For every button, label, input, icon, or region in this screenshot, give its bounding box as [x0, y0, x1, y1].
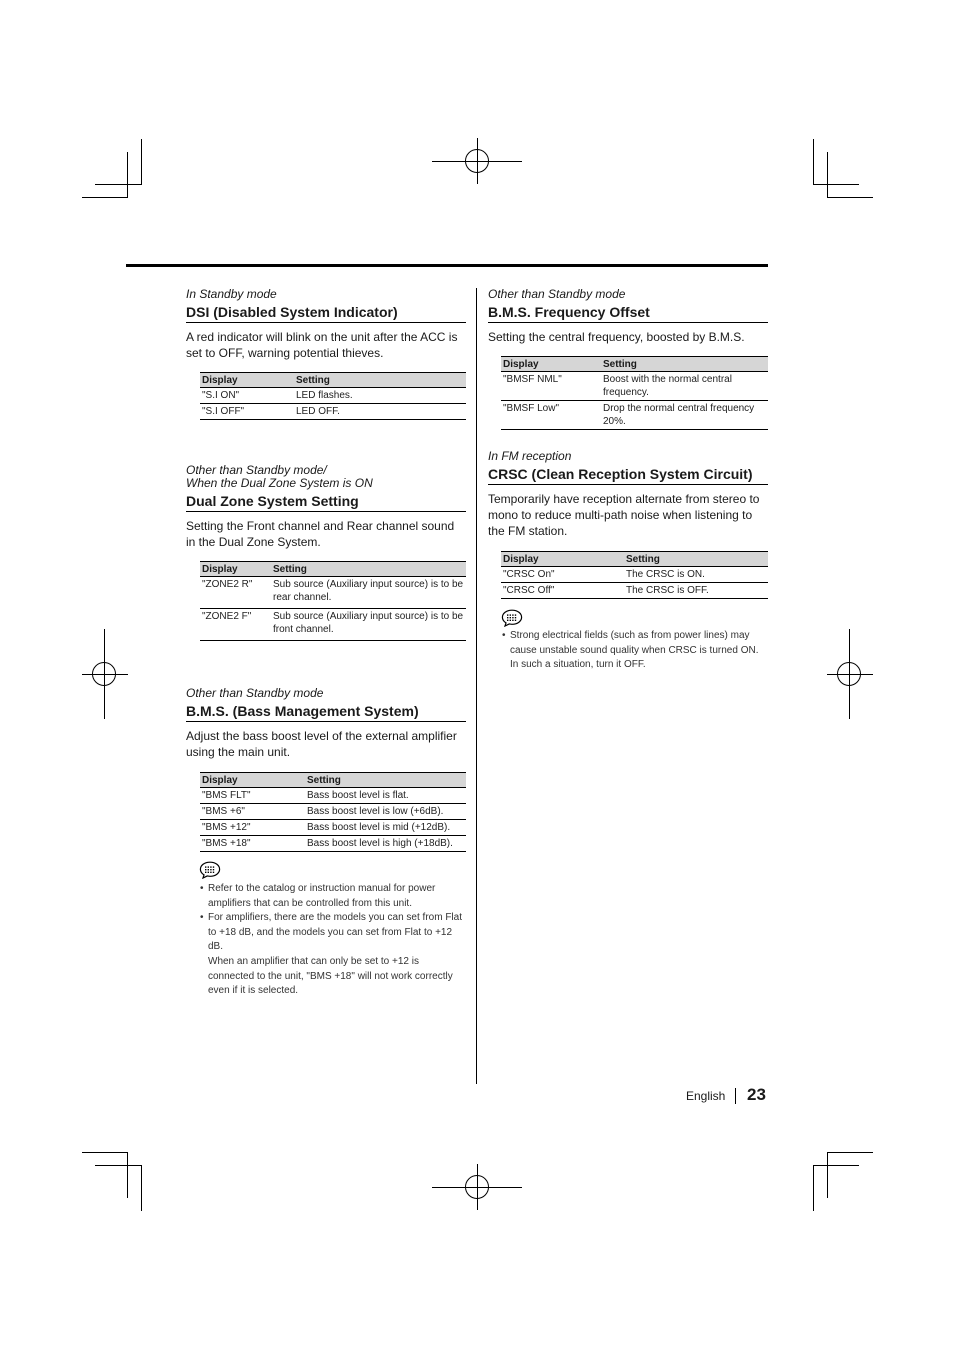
- cell-setting: Bass boost level is low (+6dB).: [305, 804, 466, 820]
- table-row: [200, 820, 466, 836]
- page-number: 23: [747, 1085, 766, 1104]
- crsc-description: Temporarily have reception alternate from stereo to mono to reduce multi-path noise when listening to the FM station.: [488, 492, 760, 538]
- cell-display: "BMS +18": [200, 836, 305, 852]
- column-header-setting: Setting: [294, 373, 466, 388]
- table-row: [501, 567, 768, 583]
- crsc-title: CRSC (Clean Reception System Circuit): [488, 465, 768, 485]
- column-header-display: Display: [200, 373, 294, 388]
- column-header-display: Display: [501, 552, 624, 567]
- cell-display: "BMS +6": [200, 804, 305, 820]
- cell-setting: Boost with the normal central frequency.: [601, 372, 768, 401]
- bmsf-description: Setting the central frequency, boosted by B.M.S.: [488, 330, 745, 344]
- cell-display: "BMS +12": [200, 820, 305, 836]
- column-header-setting: Setting: [624, 552, 768, 567]
- note-item: • Strong electrical fields (such as from power lines) may cause unstable sound quality when CRSC is turned ON. In such a situation, turn it OFF.: [488, 629, 768, 673]
- table-row: [501, 372, 768, 401]
- bms-section: [186, 687, 466, 760]
- table-header-row: [200, 773, 466, 788]
- bms-title: B.M.S. (Bass Management System): [186, 702, 466, 722]
- dual-zone-description: Setting the Front channel and Rear channel sound in the Dual Zone System.: [186, 519, 455, 549]
- table-row: [501, 583, 768, 599]
- column-header-setting: Setting: [305, 773, 466, 788]
- cell-setting: Bass boost level is high (+18dB).: [305, 836, 466, 852]
- header-rule: [126, 264, 768, 267]
- bms-description: Adjust the bass boost level of the external amplifier using the main unit.: [186, 729, 457, 759]
- table-row: [200, 836, 466, 852]
- dsi-mode: In Standby mode: [186, 287, 277, 301]
- note-item: • For amplifiers, there are the models you can set from Flat to +18 dB, and the models you can set from Flat to +12 dB.: [186, 911, 466, 955]
- crsc-section: [488, 450, 768, 539]
- footer-language: English: [686, 1089, 726, 1103]
- cell-setting: Sub source (Auxiliary input source) is to be rear channel.: [271, 577, 466, 609]
- note-item: • Refer to the catalog or instruction manual for power amplifiers that can be controlled from this unit.: [186, 882, 466, 911]
- dsi-section: [186, 288, 466, 361]
- cell-display: "CRSC Off": [501, 583, 624, 599]
- table-row: [200, 404, 466, 420]
- column-header-setting: Setting: [271, 562, 466, 577]
- table-row: [200, 388, 466, 404]
- dsi-description: A red indicator will blink on the unit after the ACC is set to OFF, warning potential thieves.: [186, 330, 458, 360]
- dual-zone-table: [200, 561, 466, 641]
- cell-display: "BMSF Low": [501, 401, 601, 430]
- bms-mode: Other than Standby mode: [186, 686, 324, 700]
- table-header-row: [200, 562, 466, 577]
- cell-setting: Bass boost level is flat.: [305, 788, 466, 804]
- cell-setting: Drop the normal central frequency 20%.: [601, 401, 768, 430]
- column-header-display: Display: [200, 562, 271, 577]
- bms-table: [200, 772, 466, 852]
- table-row: [200, 577, 466, 609]
- cell-setting: The CRSC is OFF.: [624, 583, 768, 599]
- bmsf-table: [501, 356, 768, 430]
- cell-display: "ZONE2 R": [200, 577, 271, 609]
- crsc-notes: [488, 629, 768, 673]
- cell-setting: LED OFF.: [294, 404, 466, 420]
- note-icon: [199, 861, 221, 879]
- bmsf-title: B.M.S. Frequency Offset: [488, 303, 768, 323]
- cell-display: "S.I ON": [200, 388, 294, 404]
- cell-display: "BMS FLT": [200, 788, 305, 804]
- cell-setting: Bass boost level is mid (+12dB).: [305, 820, 466, 836]
- table-header-row: [501, 552, 768, 567]
- column-header-display: Display: [200, 773, 305, 788]
- column-header-setting: Setting: [601, 357, 768, 372]
- table-header-row: [501, 357, 768, 372]
- table-header-row: [200, 373, 466, 388]
- bmsf-mode: Other than Standby mode: [488, 287, 626, 301]
- bmsf-section: [488, 288, 768, 345]
- cell-display: "ZONE2 F": [200, 609, 271, 641]
- crsc-mode: In FM reception: [488, 449, 572, 463]
- dual-zone-mode-line1: Other than Standby mode/: [186, 463, 327, 477]
- cell-setting: Sub source (Auxiliary input source) is to be front channel.: [271, 609, 466, 641]
- dual-zone-mode-line2: When the Dual Zone System is ON: [186, 476, 373, 490]
- bms-notes: [186, 882, 466, 999]
- table-row: [200, 609, 466, 641]
- dsi-title: DSI (Disabled System Indicator): [186, 303, 466, 323]
- cell-display: "BMSF NML": [501, 372, 601, 401]
- cell-setting: The CRSC is ON.: [624, 567, 768, 583]
- dual-zone-title: Dual Zone System Setting: [186, 492, 466, 512]
- crsc-table: [501, 551, 768, 599]
- dsi-table: [200, 372, 466, 420]
- cell-display: "CRSC On": [501, 567, 624, 583]
- table-row: [200, 804, 466, 820]
- table-row: [501, 401, 768, 430]
- note-continuation: When an amplifier that can only be set to +12 is connected to the unit, "BMS +18" will not work correctly even if it is selected.: [208, 955, 453, 997]
- cell-display: "S.I OFF": [200, 404, 294, 420]
- column-header-display: Display: [501, 357, 601, 372]
- note-icon: [501, 609, 523, 627]
- dual-zone-section: [186, 464, 466, 550]
- table-row: [200, 788, 466, 804]
- footer-separator: [735, 1088, 736, 1104]
- cell-setting: LED flashes.: [294, 388, 466, 404]
- column-divider: [476, 288, 477, 1084]
